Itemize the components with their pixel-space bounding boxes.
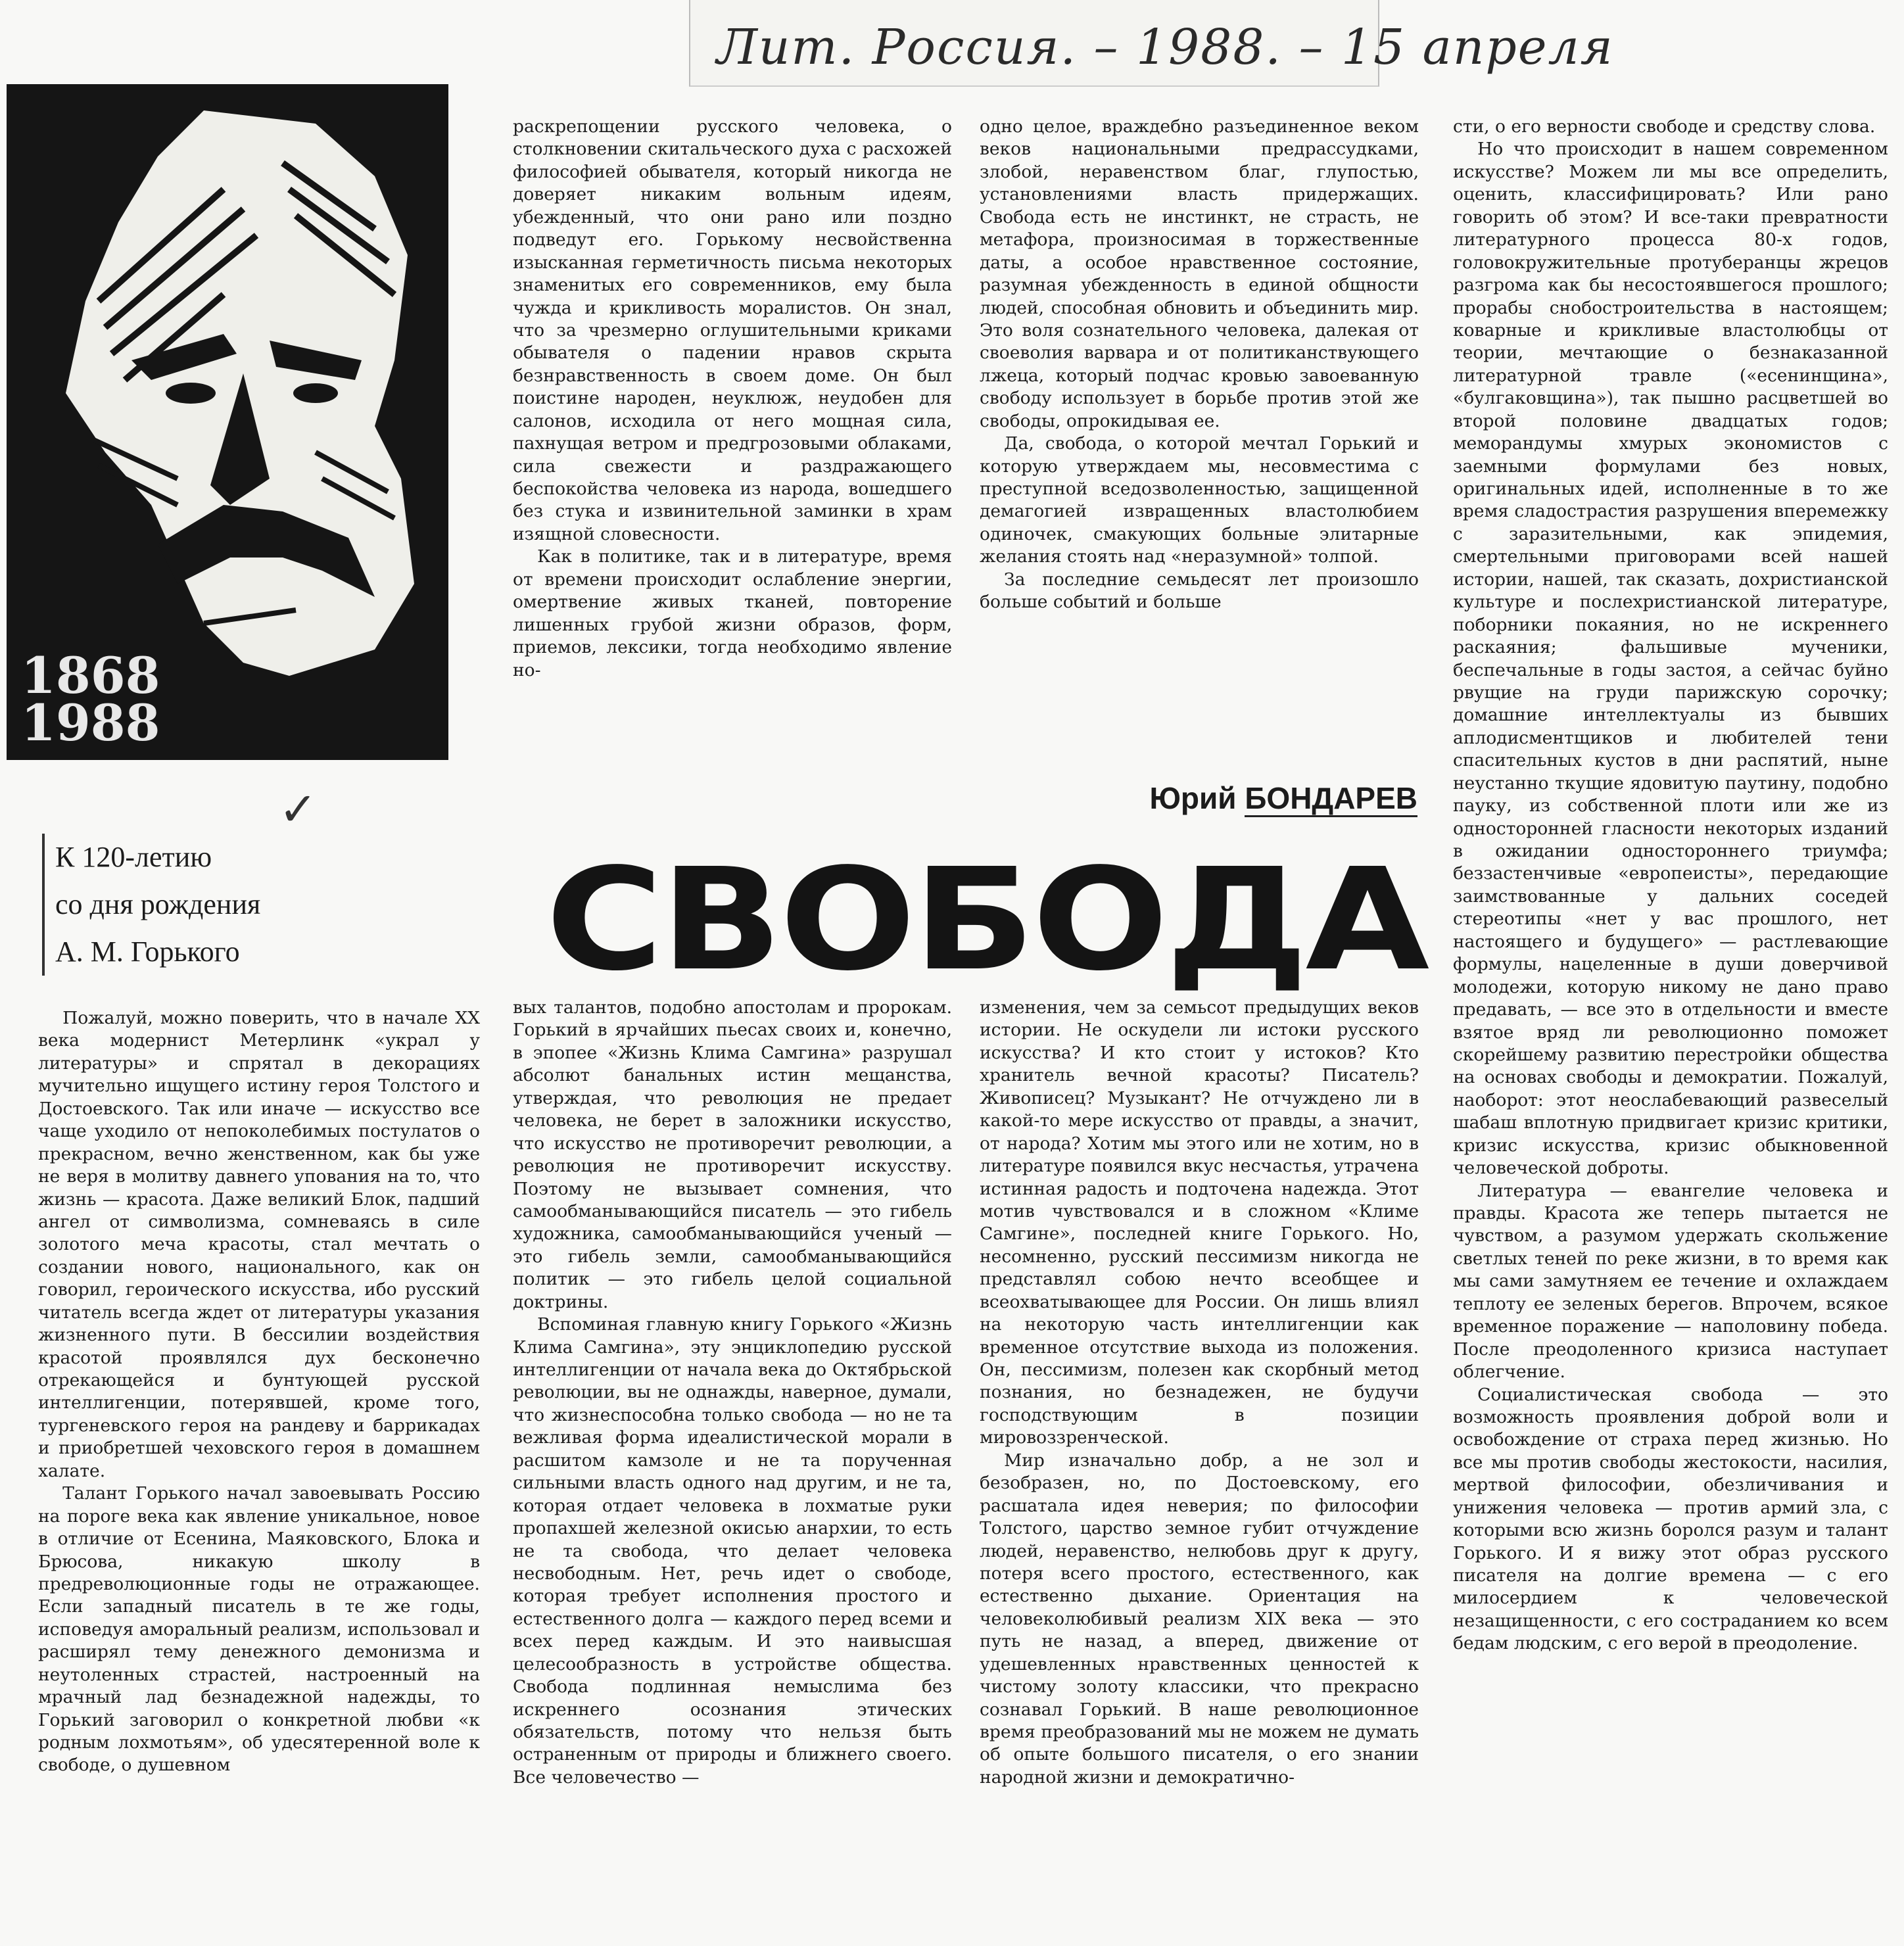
gorky-portrait-woodcut (7, 84, 448, 760)
paragraph: Вспоминая главную книгу Горького «Жизнь Клима Самгина», эту энциклопедию русской интеллигенции от начала века до Октябрьской революции, вы не однажды, наверное, думали, что жизнеспособна только свобода — но не та вежливая форма идеалистической морали в расшитом камзоле и не та порученная сильными власть одного над другим, и не та, которая отдает человека в лохматые руки пропахшей железной окисью анархии, то есть не та свобода, что делает человека несвободным. Нет, речь идет о свободе, которая требует исполнения простого и естественного долга — каждого перед всеми и всех перед каждым. И это наивысшая целесообразность в устройстве общества. Свобода подлинная немыслима без искреннего осознания этических обязательств, потому что нельзя быть остраненным от природы и ближнего своего. Все человечество — (513, 1314, 952, 1788)
column-1-top (513, 116, 952, 747)
paragraph: раскрепощении русского человека, о столкновении скитальческого духа с расхожей философией обывателя, который никогда не доверяет никаким вольным идеям, убежденный, что они рано или поздно подведут его. Горькому несвойственна изысканная герметичность письма некоторых знаменитых его современников, ему была чуждa и крикливость моралистов. Он знал, что за чрезмерно оглушительными криками обывателя о падении нравов скрыта безнравственность в своем доме. Он был поистине народен, неуклюж, неудобен для салонов, исходила от него мощная сила, пахнущая ветром и предгрозовыми облаками, сила свежести и раздражающего беспокойства человека из народа, вошедшего без стука и извинительной заминки в храм изящной словесности. (513, 116, 952, 544)
column-3 (1453, 116, 1888, 1943)
paragraph: Пожалуй, можно поверить, что в начале XX века модернист Метерлинк «украл у литературы» и спрятал в декорациях мучительно ищущего истину героя Толстого и Достоевского. Так или иначе — искусство все чаще уходило от непоколебимых постулатов о прекрасном, вечно женственном, как бы уже не веря в молитву давнего упования на то, что жизнь — красота. Даже великий Блок, падший ангел от символизма, сомневаясь в силе золотого меча красоты, стал мечтать о создании нового, национального, как он говорил, героического искусства, ибо русский читатель всегда ждет от литературы указания жизненного пути. В бессилии воздействия красотой проявлялся дух бесконечно отрекающейся и бунтующей русской интеллигенции, потерявшей, кроме того, тургеневского героя на рандеву и баррикадах и приобретшей чеховского героя в домашнем халате. (38, 1008, 480, 1481)
paragraph: Социалистическая свобода — это возможность проявления доброй воли и освобождение от страха перед жизнью. Но все мы против свободы жестокости, насилия, мертвой философии, обезличивания и унижения человека — против армий зла, с которыми всю жизнь боролся разум и талант Горького. И я вижу этот образ русского писателя на долгие времена — с его милосердием к человеческой незащищенности, с его состраданием ко всем бедам людским, с его верой в преодоление. (1453, 1384, 1888, 1654)
paragraph: вых талантов, подобно апостолам и пророкам. Горький в ярчайших пьесах своих и, конечно, в эпопее «Жизнь Клима Самгина» разрушал абсолют банальных истин мещанства, утверждая, что революция не предает человека, не берет в заложники искусство, что искусство не противоречит революции, а революция не противоречит искусству. Поэтому не вызывает сомнения, что самообманывающийся писатель — это гибель художника, самообманывающийся ученый — это гибель земли, самообманывающийся политик — это гибель целой социальной доктрины. (513, 997, 952, 1312)
paragraph: Литература — евангелие человека и правды. Красота же теперь пытается не чувством, а разумом удержать скольжение светлых теней по реке жизни, в то время как мы сами замутняем ее течение и охлаждаем теплоту ее зеленых берегов. Впрочем, всякое временное поражение — наполовину победа. После преодоленного кризиса наступает облегчение. (1453, 1180, 1888, 1383)
rubric-line-1: К 120-летию (55, 841, 212, 873)
column-1-bottom (513, 997, 952, 1941)
author-last-name: БОНДАРЕВ (1245, 781, 1417, 817)
anniversary-rubric (42, 834, 476, 976)
article-headline: СВОБОДА (545, 838, 1427, 1002)
author-first-name: Юрий (1149, 781, 1237, 815)
column-2-top (980, 116, 1419, 740)
paragraph: одно целое, враждебно разъединенное веком веков национальными предрассудками, злобой, неравенством благ, глупостью, установлениями власть придержащих. Свобода есть не инстинкт, не страсть, не метафора, произносимая в торжественные даты, а особое нравственное состояние, разумная убежденность в единой общности людей, способная обновить и объединить мир. Это воля сознательного человека, далекая от своеволия варвара и от политиканствующего лжеца, который подчас кровью завоеванную свободу использует в борьбе против этой же свободы, опрокидывая ее. (980, 116, 1419, 431)
paragraph: изменения, чем за семьсот предыдущих веков истории. Не оскудели ли истоки русского искусства? И кто стоит у истоков? Кто хранитель вечной красоты? Писатель? Живописец? Музыкант? Не отчуждено ли в какой-то мере искусство от правды, а значит, от народа? Хотим мы этого или не хотим, но в литературе появился вкус несчастья, утрачена истинная радость и подточена надежда. Этот мотив чувствовался и в сложном «Климе Самгине», последней книге Горького. Но, несомненно, русский пессимизм никогда не представлял собою нечто всеобщее и всеохватывающее для России. Он лишь влиял на некоторую часть интеллигенции как временное отсутствие выхода из положения. Он, пессимизм, полезен как скорбный метод познания, но безнадежен, не будучи господствующим в позиции мировоззренческой. (980, 997, 1419, 1448)
handwritten-source-note: Лит. Россия. – 1988. – 15 апреля (717, 19, 1614, 76)
paragraph: Талант Горького начал завоевывать Россию на пороге века как явление уникальное, новое в отличие от Есенина, Маяковского, Блока и Брюсова, никакую школу в предреволюционные годы не отражающее. Если западный писатель в те же годы, исповедуя аморальный реализм, использовал и расширял тему денежного демонизма и неутоленных страстей, настроенный на мрачный лад безнадежной надежды, то Горький заговорил о конкретной любви «к родным лохмотьям», об удесятеренной воле к свободе, о душевном (38, 1483, 480, 1776)
rubric-line-3: А. М. Горького (55, 936, 240, 968)
paragraph: сти, о его верности свободе и средству слова. (1453, 116, 1876, 137)
paragraph: Да, свобода, о которой мечтал Горький и которую утверждаем мы, несовместима с преступной вседозволенностью, защищенной демагогией извращенных властолюбием одиночек, смакующих больные элитарные желания стоять над «неразумной» толпой. (980, 433, 1419, 567)
column-2-bottom (980, 997, 1419, 1941)
handwritten-checkmark-icon: ✓ (279, 782, 318, 836)
year-birth: 1868 (21, 646, 160, 705)
column-0-bottom (38, 1007, 480, 1941)
byline (1049, 778, 1417, 818)
paragraph: Но что происходит в нашем современном искусстве? Можем ли мы все определить, оценить, классифицировать? Или рано говорить об этом? И все-таки превратности литературного процесса 80-х годов, головокружительные протуберанцы жрецов разгрома как бы несостоявшегося прошлого; прорабы снобостроительства в настоящем; коварные и крикливые властолюбцы от теории, мечтающие о безнаказанной литературной травле («есенинщина», «булгаковщина»), так пышно расцветшей во второй половине двадцатых годов; меморандумы хмурых экономистов с заемными формулами без новых, оригинальных идей, исполненные в то же время сладострастия разрушения вперемежку с заразительными, как эпидемия, смертельными приговорами всей нашей истории, нашей, так сказать, дохристианской культуре и послехристианской литературе, поборники покаяния, но не искреннего раскаяния; фальшивые мученики, беспечальные в годы застоя, а сейчас буйно рвущие на груди парижскую сорочку; домашние интеллектуалы из бывших аплодисментщиков и любителей тени спасительных кустов в дни распятий, ныне неустанно ткущие ядовитую паутину, подобно пауку, из собственной плоти или же из односторонней гласности некоторых изданий в ожидании одностороннего триумфа; беззастенчивые «европеисты», передающие заимствованные у дальних соседей стереотипы «нет у вас прошлого, нет настоящего и будущего» — растлевающие формулы, нацеленные в души доверчивой молодежи, которую никому не дано право предавать, — все это в отдельности и вместе взятое вряд ли революционно поможет скорейшему развитию перестройки общества на основах свободы и демократии. Пожалуй, наоборот: этот неослабевающий развеселый шабаш вплотную придвигает кризис критики, кризис искусства, кризис обыкновенной человеческой доброты. (1453, 139, 1888, 1179)
rubric-line-2: со дня рождения (55, 888, 261, 920)
paragraph: За последние семьдесят лет произошло больше событий и больше (980, 569, 1419, 613)
paragraph: Мир изначально добр, а не зол и безобразен, но, по Достоевскому, его расшатала идея неверия; по философии Толстого, царство земное губит отчуждение людей, неравенство, нелюбовь друг к другу, потеря всего простого, естественного, как естественно дыхание. Ориентация на человеколюбивый реализм XIX века — это путь не назад, а вперед, движение от удешевленных нравственных ценностей к чистому золоту классики, что прекрасно сознавал Горький. В наше революционное время преобразований мы не можем не думать об опыте большого писателя, о его знании народной жизни и демократично- (980, 1450, 1419, 1788)
year-anniversary: 1988 (21, 694, 160, 752)
portrait-years (21, 646, 160, 752)
paragraph: Как в политике, так и в литературе, время от времени происходит ослабление энергии, омертвение живых тканей, повторение лишенных грубой жизни образов, форм, приемов, лексики, тогда необходимо явление но- (513, 546, 952, 680)
